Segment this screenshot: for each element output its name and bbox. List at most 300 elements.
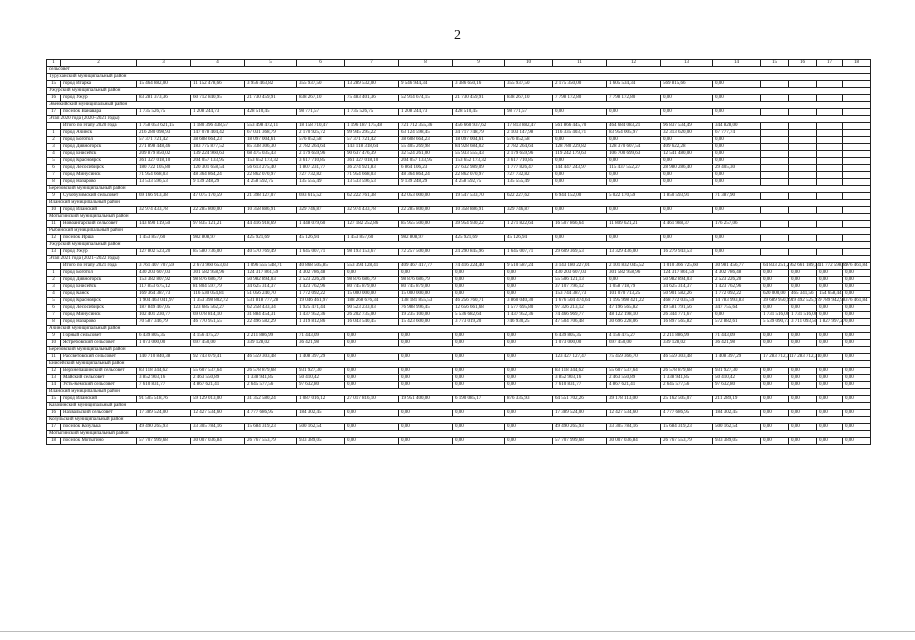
amount-cell: 13 289 532,00: [345, 81, 399, 88]
row-index: 11: [47, 354, 61, 361]
amount-cell: [761, 109, 789, 116]
amount-cell: 3 711 093,50: [789, 319, 817, 326]
amount-cell: 0,00: [505, 270, 553, 277]
amount-cell: 1 010 366 725,60: [661, 263, 713, 270]
amount-cell: 39 178 113,00: [607, 396, 661, 403]
amount-cell: [761, 123, 789, 130]
section-title: Ужурский муниципальный район: [47, 242, 871, 249]
amount-cell: [843, 207, 871, 214]
amount-cell: 1 058 718,79: [607, 284, 661, 291]
amount-cell: 0,00: [661, 207, 713, 214]
section-row: [47, 67, 871, 74]
amount-cell: 2 211 886,99: [245, 333, 297, 340]
amount-cell: 0,00: [661, 137, 713, 144]
amount-cell: [761, 158, 789, 165]
amount-cell: [761, 165, 789, 172]
amount-cell: 561 866 445,70: [553, 123, 607, 130]
amount-cell: 0,00: [713, 95, 761, 102]
amount-cell: 569 815,66: [661, 81, 713, 88]
row-index: 3: [47, 144, 61, 151]
amount-cell: [843, 130, 871, 137]
amount-cell: 55 405 269,98: [399, 144, 453, 151]
amount-cell: 727 732,82: [297, 172, 345, 179]
amount-cell: 355 937,50: [297, 81, 345, 88]
amount-cell: [789, 123, 817, 130]
amount-cell: 9 546 944,34: [399, 81, 453, 88]
section-title: Мотыгинский муниципальный район: [47, 431, 871, 438]
amount-cell: 16 043 540,45: [345, 319, 399, 326]
amount-cell: 721 712 355,36: [399, 123, 453, 130]
amount-cell: 0,00: [713, 312, 761, 319]
amount-cell: 1 735 526,75: [345, 109, 399, 116]
amount-cell: 0,00: [399, 410, 453, 417]
amount-cell: 34 717 748,79: [453, 130, 505, 137]
section-row: [47, 88, 871, 95]
municipality-name: город Ужур: [61, 95, 137, 102]
amount-cell: 71 954 668,03: [345, 172, 399, 179]
amount-cell: 1 807 231,77: [297, 165, 345, 172]
row-index: 7: [47, 312, 61, 319]
amount-cell: 38 608 664,23: [399, 137, 453, 144]
amount-cell: 154 658,44: [817, 291, 843, 298]
amount-cell: 0,00: [789, 333, 817, 340]
amount-cell: 1 731 516,00: [789, 312, 817, 319]
amount-cell: 62 222 761,38: [345, 193, 399, 200]
amount-cell: 48 364 864,24: [191, 172, 245, 179]
amount-cell: 6 864 106,23: [399, 165, 453, 172]
amount-cell: 1 448 079,60: [297, 221, 345, 228]
amount-cell: 0,00: [399, 340, 453, 347]
amount-cell: [817, 130, 843, 137]
amount-cell: 169 364 387,73: [137, 291, 191, 298]
row-index: 15: [47, 396, 61, 403]
amount-cell: 127 182 252,86: [345, 221, 399, 228]
amount-cell: 211 289,19: [713, 396, 761, 403]
amount-cell: 0,00: [761, 270, 789, 277]
amount-cell: [843, 123, 871, 130]
amount-cell: [817, 137, 843, 144]
row-index: [47, 123, 61, 130]
amount-cell: 0,00: [453, 424, 505, 431]
amount-cell: 3 956 463,82: [245, 81, 297, 88]
amount-cell: 271 898 448,46: [137, 144, 191, 151]
amount-cell: 1 735 526,75: [137, 109, 191, 116]
section-title: Этап 2020 года (2020–2021 годы): [47, 116, 871, 123]
amount-cell: 26 767 553,79: [245, 438, 297, 445]
amount-cell: 339 128,02: [245, 340, 297, 347]
municipality-name: Новоангарский сельсовет: [61, 221, 137, 228]
amount-cell: [817, 109, 843, 116]
amount-cell: [843, 95, 871, 102]
amount-cell: 11 772 598,69: [817, 263, 843, 270]
amount-cell: 301 582 958,96: [191, 270, 245, 277]
row-index: 17: [47, 424, 61, 431]
amount-cell: 0,00: [843, 396, 871, 403]
amount-cell: 98 876 686,79: [191, 277, 245, 284]
amount-cell: 0,00: [345, 382, 399, 389]
amount-cell: [789, 193, 817, 200]
amount-cell: 153 652 173,32: [453, 158, 505, 165]
amount-cell: [817, 221, 843, 228]
amount-cell: 428 510,45: [453, 109, 505, 116]
amount-cell: 15 684 319,23: [245, 424, 297, 431]
amount-cell: 0,00: [843, 291, 871, 298]
amount-cell: 27 632 989,09: [453, 165, 505, 172]
table-row: [47, 354, 871, 361]
amount-cell: [817, 193, 843, 200]
section-title: Иланский муниципальный район: [47, 389, 871, 396]
amount-cell: 430 203 607,03: [553, 270, 607, 277]
amount-cell: 46 559 303,48: [661, 354, 713, 361]
amount-cell: 12 656 661,68: [453, 305, 505, 312]
amount-cell: 1 777 826,47: [505, 165, 553, 172]
amount-cell: 16 507 866,64: [553, 221, 607, 228]
amount-cell: 2 782 264,64: [297, 144, 345, 151]
amount-cell: [761, 207, 789, 214]
section-row: [47, 389, 871, 396]
amount-cell: 26 767 553,79: [661, 438, 713, 445]
amount-cell: 0,00: [453, 410, 505, 417]
amount-cell: [761, 193, 789, 200]
amount-cell: 13 533 596,53: [345, 179, 399, 186]
amount-cell: 39 689 950,99: [761, 298, 789, 305]
table-row: [47, 249, 871, 256]
amount-cell: 6 439 805,35: [137, 333, 191, 340]
amount-cell: 0,00: [843, 410, 871, 417]
row-index: 5: [47, 298, 61, 305]
amount-cell: [789, 109, 817, 116]
amount-cell: 697 450,00: [191, 340, 245, 347]
municipality-name: город Красноярск: [61, 158, 137, 165]
amount-cell: 55 607 537,64: [607, 368, 661, 375]
amount-cell: 50 410,42: [713, 375, 761, 382]
amount-cell: 0,00: [345, 354, 399, 361]
amount-cell: 92 743 079,41: [191, 354, 245, 361]
amount-cell: 115 437 552,27: [607, 165, 661, 172]
table-row: [47, 137, 871, 144]
table-header-row: [47, 60, 871, 67]
row-index: 11: [47, 221, 61, 228]
municipality-name: город Назарово: [61, 319, 137, 326]
amount-cell: 15 000 000,00: [399, 291, 453, 298]
amount-cell: 0,00: [761, 382, 789, 389]
amount-cell: 184 302,45: [713, 410, 761, 417]
amount-cell: 49 490 265,93: [553, 424, 607, 431]
amount-cell: 7 610 831,77: [553, 382, 607, 389]
municipality-name: город Минусинск: [61, 312, 137, 319]
amount-cell: [789, 95, 817, 102]
table-row: [47, 424, 871, 431]
amount-cell: 97 326 213,12: [553, 305, 607, 312]
amount-cell: 0,00: [713, 137, 761, 144]
amount-cell: 49 581 791,56: [661, 305, 713, 312]
amount-cell: 0,00: [453, 368, 505, 375]
amount-cell: 0,00: [817, 438, 843, 445]
amount-cell: 17 283 712,71: [761, 354, 789, 361]
amount-cell: [761, 151, 789, 158]
amount-cell: 0,00: [607, 158, 661, 165]
row-index: 9: [47, 333, 61, 340]
amount-cell: 55 933 555,43: [453, 151, 505, 158]
section-row: [47, 361, 871, 368]
amount-cell: 10 358 886,91: [453, 207, 505, 214]
amount-cell: 0,00: [553, 109, 607, 116]
amount-cell: [817, 144, 843, 151]
amount-cell: 0,00: [817, 375, 843, 382]
amount-cell: 18 097 004,61: [245, 137, 297, 144]
amount-cell: 62 258 433,34: [245, 305, 297, 312]
amount-cell: 153 652 173,32: [245, 158, 297, 165]
amount-cell: 0,00: [505, 382, 553, 389]
section-title: Рыбинский муниципальный район: [47, 228, 871, 235]
table-row: [47, 284, 871, 291]
amount-cell: 2 179 659,96: [297, 151, 345, 158]
amount-cell: 85 580 736,00: [191, 249, 245, 256]
amount-cell: 425 921,69: [245, 235, 297, 242]
amount-cell: 697 450,00: [607, 340, 661, 347]
amount-cell: [843, 158, 871, 165]
amount-cell: 22 285 800,00: [399, 207, 453, 214]
amount-cell: 209 879 850,02: [137, 151, 191, 158]
amount-cell: 0,00: [789, 382, 817, 389]
amount-cell: 0,00: [399, 382, 453, 389]
municipality-name: поселок Козулька: [61, 424, 137, 431]
section-row: [47, 347, 871, 354]
table-row: [47, 305, 871, 312]
amount-cell: 727 732,82: [505, 172, 553, 179]
amount-cell: 0,00: [713, 235, 761, 242]
amount-cell: 3 143 180 227,01: [553, 263, 607, 270]
amount-cell: [843, 151, 871, 158]
amount-cell: 0,00: [817, 277, 843, 284]
table-row: [47, 179, 871, 186]
table-row: [47, 340, 871, 347]
amount-cell: 153 382 807,92: [137, 277, 191, 284]
amount-cell: [817, 95, 843, 102]
amount-cell: 116 530 054,81: [191, 291, 245, 298]
amount-cell: 96 837 534,49: [661, 123, 713, 130]
section-row: [47, 403, 871, 410]
section-title: сельсовет: [47, 67, 871, 74]
column-number: 13: [661, 60, 713, 67]
amount-cell: 1 208 244,73: [399, 109, 453, 116]
amount-cell: 576 052,58: [297, 137, 345, 144]
amount-cell: 329 746,87: [297, 207, 345, 214]
table-row: [47, 151, 871, 158]
amount-cell: [843, 137, 871, 144]
amount-cell: [843, 144, 871, 151]
amount-cell: 47 075 170,59: [191, 193, 245, 200]
amount-cell: 32 974 433,78: [137, 207, 191, 214]
amount-cell: 1 925 471,44: [297, 305, 345, 312]
amount-cell: 344 828,00: [713, 123, 761, 130]
amount-cell: 76 988 996,45: [399, 305, 453, 312]
row-index: 16: [47, 410, 61, 417]
amount-cell: [843, 81, 871, 88]
row-index: 13: [47, 375, 61, 382]
amount-cell: 6 944 152,00: [553, 193, 607, 200]
municipality-name: город Ачинск: [61, 130, 137, 137]
table-row: [47, 123, 871, 130]
amount-cell: 9 510 587,24: [505, 263, 553, 270]
table-row: [47, 270, 871, 277]
row-index: 13: [47, 249, 61, 256]
amount-cell: 99 945 295,22: [345, 130, 399, 137]
amount-cell: 0,00: [817, 333, 843, 340]
amount-cell: 6 190 085,17: [453, 396, 505, 403]
row-index: 1: [47, 130, 61, 137]
table-row: [47, 382, 871, 389]
amount-cell: 0,00: [817, 382, 843, 389]
row-index: 9: [47, 193, 61, 200]
amount-cell: 0,00: [761, 368, 789, 375]
amount-cell: 0,00: [553, 158, 607, 165]
amount-cell: 27 017 816,10: [345, 396, 399, 403]
amount-cell: 2 170 925,72: [297, 130, 345, 137]
amount-cell: 1 850 593,91: [661, 193, 713, 200]
municipality-name: Верхнепашинский сельсовет: [61, 368, 137, 375]
column-number: 5: [245, 60, 297, 67]
amount-cell: 15 464 882,00: [137, 81, 191, 88]
amount-cell: 1 408 397,29: [297, 354, 345, 361]
amount-cell: 17 283 712,71: [789, 354, 817, 361]
amount-cell: 982 808,97: [399, 235, 453, 242]
amount-cell: 0,00: [553, 207, 607, 214]
amount-cell: 0,00: [761, 438, 789, 445]
amount-cell: [789, 158, 817, 165]
amount-cell: 116 335 403,71: [553, 130, 607, 137]
table-row: [47, 165, 871, 172]
amount-cell: 0,00: [761, 277, 789, 284]
amount-cell: 0,00: [761, 333, 789, 340]
amount-cell: 0,00: [661, 235, 713, 242]
row-index: 8: [47, 179, 61, 186]
amount-cell: 1 645 007,71: [297, 249, 345, 256]
amount-cell: 59 129 013,00: [191, 396, 245, 403]
amount-cell: 30 007 036,84: [191, 438, 245, 445]
amount-cell: 98 771,57: [505, 109, 553, 116]
section-title: Мотыгинский муниципальный район: [47, 214, 871, 221]
amount-cell: 838 267,10: [297, 95, 345, 102]
amount-cell: 1 437 952,36: [505, 312, 553, 319]
amount-cell: 1 904 463 041,97: [137, 298, 191, 305]
amount-cell: 0,00: [789, 284, 817, 291]
amount-cell: 83 118 344,62: [553, 368, 607, 375]
amount-cell: [789, 179, 817, 186]
amount-cell: 1 758 053 621,15: [137, 123, 191, 130]
section-row: [47, 242, 871, 249]
amount-cell: 1 196 187 175,48: [345, 123, 399, 130]
amount-cell: 36 421,98: [713, 340, 761, 347]
amount-cell: 0,00: [607, 235, 661, 242]
amount-cell: 124 317 861,59: [661, 270, 713, 277]
amount-cell: 933 389,05: [297, 438, 345, 445]
municipality-name: город Енисейск: [61, 284, 137, 291]
amount-cell: 40 868 505,85: [297, 263, 345, 270]
amount-cell: 98 771,57: [297, 109, 345, 116]
amount-cell: 15 000 000,00: [345, 291, 399, 298]
amount-cell: 102 401 230,77: [137, 312, 191, 319]
amount-cell: 4 777 686,95: [245, 410, 297, 417]
amount-cell: 0,00: [505, 375, 553, 382]
municipality-name: город Боготол: [61, 137, 137, 144]
amount-cell: 55 607 537,64: [191, 368, 245, 375]
amount-cell: 31 884 454,31: [245, 312, 297, 319]
amount-cell: 0,00: [789, 424, 817, 431]
amount-cell: 1 073 000,00: [553, 340, 607, 347]
municipality-name: Итого по этапу 2021 года: [61, 263, 137, 270]
amount-cell: 0,00: [817, 368, 843, 375]
row-index: 10: [47, 340, 61, 347]
amount-cell: [789, 137, 817, 144]
amount-cell: 2 175 350,00: [553, 81, 607, 88]
amount-cell: [789, 221, 817, 228]
section-title: Ужурский муниципальный район: [47, 88, 871, 95]
amount-cell: 74 466 969,77: [553, 312, 607, 319]
amount-cell: 32 313 620,00: [661, 130, 713, 137]
amount-cell: 430 203 607,03: [137, 270, 191, 277]
table-row: [47, 221, 871, 228]
amount-cell: 576 052,58: [505, 137, 553, 144]
amount-cell: 71 954 668,03: [137, 172, 191, 179]
amount-cell: 1 676 504 474,64: [553, 298, 607, 305]
table-row: [47, 319, 871, 326]
amount-cell: 75 483 401,36: [345, 95, 399, 102]
amount-cell: 1 180 396 438,57: [191, 123, 245, 130]
amount-cell: [789, 144, 817, 151]
municipality-name: город Назарово: [61, 179, 137, 186]
amount-cell: [789, 165, 817, 172]
amount-cell: [789, 172, 817, 179]
table-row: [47, 368, 871, 375]
column-number: 10: [505, 60, 553, 67]
section-row: [47, 116, 871, 123]
amount-cell: 982 808,97: [191, 235, 245, 242]
amount-cell: 47 196 565,82: [607, 305, 661, 312]
section-title: Туруханский муниципальный район: [47, 74, 871, 81]
amount-cell: 101 070 713,25: [607, 291, 661, 298]
row-index: 4: [47, 151, 61, 158]
amount-cell: 1 338 941,85: [661, 375, 713, 382]
amount-cell: 0,00: [553, 235, 607, 242]
amount-cell: 500 162,54: [713, 424, 761, 431]
municipality-name: город Боготол: [61, 270, 137, 277]
amount-cell: 44 416 918,69: [245, 221, 297, 228]
amount-cell: 127 802 523,20: [137, 249, 191, 256]
amount-cell: 0,00: [761, 284, 789, 291]
amount-cell: 0,00: [713, 109, 761, 116]
amount-cell: 931 927,30: [297, 368, 345, 375]
amount-cell: 4 156 475,27: [607, 333, 661, 340]
municipality-name: Рассветовский сельсовет: [61, 354, 137, 361]
amount-cell: 36 421,98: [297, 340, 345, 347]
amount-cell: 0,00: [789, 438, 817, 445]
amount-cell: 11 152 478,66: [191, 81, 245, 88]
table-row: [47, 235, 871, 242]
amount-cell: 0,00: [817, 410, 843, 417]
amount-cell: 0,00: [453, 375, 505, 382]
amount-cell: [761, 81, 789, 88]
amount-cell: [817, 179, 843, 186]
amount-cell: 26 578 879,68: [245, 368, 297, 375]
amount-cell: 2 463 550,89: [607, 375, 661, 382]
amount-cell: 119 242 179,63: [553, 151, 607, 158]
column-number: 14: [713, 60, 761, 67]
amount-cell: 361 327 018,10: [345, 158, 399, 165]
amount-cell: 15 684 319,23: [661, 424, 713, 431]
amount-cell: 17 813 882,47: [505, 123, 553, 130]
amount-cell: 19 492 525,97: [789, 298, 817, 305]
